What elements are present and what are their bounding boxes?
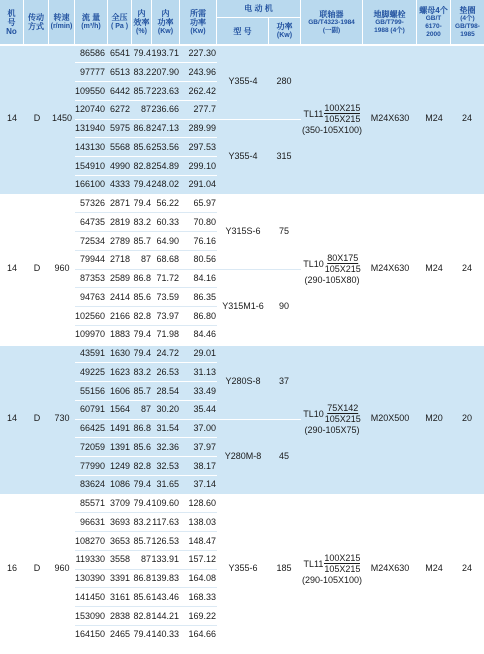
drive-cell: D [33, 413, 41, 423]
required-power-cell: 31.13 [193, 366, 216, 377]
group-divider [0, 494, 484, 496]
coupling-cell [302, 103, 362, 135]
coupling-bore-sizes [325, 403, 361, 424]
internal-power-cell: 109.60 [151, 498, 179, 508]
internal-power-cell: 126.53 [151, 535, 179, 546]
required-power-cell: 157.12 [188, 554, 216, 565]
row-divider [75, 625, 217, 626]
row-divider [75, 231, 217, 232]
pressure-cell: 6272 [109, 104, 130, 115]
internal-power-cell: 56.22 [156, 198, 179, 208]
efficiency-cell: 86.8 [133, 273, 151, 283]
motor-power-cell: 75 [278, 225, 290, 236]
anchor-bolt-cell: M24X630 [370, 113, 410, 123]
group-divider [0, 194, 484, 196]
row-divider [75, 419, 217, 420]
row-divider [75, 531, 217, 532]
coupling-top: 75X142 [327, 403, 359, 413]
pressure-cell: 6513 [109, 66, 130, 77]
required-power-cell: 84.16 [193, 273, 216, 283]
washer-cell: 24 [461, 563, 473, 573]
speed-cell: 960 [54, 263, 70, 273]
model-no-cell: 16 [6, 563, 18, 573]
flow-cell: 86586 [79, 48, 105, 58]
internal-power-cell: 73.97 [156, 310, 179, 321]
coupling-bottom: 105X215 [324, 114, 361, 124]
flow-cell: 83624 [79, 479, 105, 490]
washer-cell: 24 [461, 263, 473, 273]
internal-power-cell: 193.71 [151, 48, 179, 58]
row-divider [75, 119, 217, 120]
required-power-cell: 35.44 [193, 404, 216, 415]
row-divider [75, 156, 217, 157]
efficiency-cell: 85.7 [133, 85, 151, 96]
internal-power-cell: 254.89 [151, 160, 179, 171]
header-model-no: 机 号 No [0, 0, 24, 44]
header-nut: 螺母4个 GB/T 6170- 2000 [417, 0, 451, 44]
internal-power-cell: 60.33 [156, 216, 179, 227]
row-divider [75, 212, 217, 213]
flow-cell: 79944 [79, 254, 105, 265]
flow-cell: 102560 [74, 310, 105, 321]
drive-cell: D [33, 563, 41, 573]
flow-cell: 131940 [74, 123, 105, 133]
efficiency-cell: 83.2 [133, 516, 151, 527]
internal-power-cell: 207.90 [151, 66, 179, 77]
row-divider [75, 62, 217, 63]
efficiency-cell: 85.7 [133, 535, 151, 546]
required-power-cell: 76.16 [193, 235, 216, 246]
drive-cell: D [33, 113, 41, 123]
efficiency-cell: 85.6 [133, 291, 151, 302]
pressure-cell: 1086 [109, 479, 130, 490]
pressure-cell: 3161 [109, 591, 130, 602]
coupling-note: (290-105X100) [301, 575, 363, 585]
coupling-bottom: 105X215 [324, 414, 361, 424]
pressure-cell: 2819 [109, 216, 130, 227]
model-no-cell: 14 [6, 413, 18, 423]
pressure-cell: 1883 [109, 329, 130, 340]
pressure-cell: 1391 [109, 441, 130, 452]
row-divider [75, 287, 217, 288]
pressure-cell: 3558 [109, 554, 130, 565]
anchor-bolt-cell: M20X500 [370, 413, 410, 423]
required-power-cell: 128.60 [188, 498, 216, 508]
pressure-cell: 2414 [109, 291, 130, 302]
efficiency-cell: 85.7 [133, 235, 151, 246]
coupling-model: TL11 [303, 558, 324, 569]
pressure-cell: 5568 [109, 141, 130, 152]
required-power-cell: 289.99 [188, 123, 216, 133]
speed-cell: 730 [54, 413, 70, 423]
internal-power-cell: 32.53 [156, 460, 179, 471]
header-drive: 传动 方式 [24, 0, 49, 44]
internal-power-cell: 236.66 [151, 104, 179, 115]
coupling-model: TL10 [303, 408, 324, 419]
pressure-cell: 5975 [109, 123, 130, 133]
internal-power-cell: 64.90 [156, 235, 179, 246]
efficiency-cell: 79.4 [133, 198, 151, 208]
required-power-cell: 37.14 [193, 479, 216, 490]
flow-cell: 72534 [79, 235, 105, 246]
row-divider [75, 587, 217, 588]
motor-type-cell: Y355-6 [228, 563, 258, 573]
header-anchor-bolt: 地脚螺栓 GB/T799- 1988 (4个) [363, 0, 417, 44]
required-power-cell: 84.46 [193, 329, 216, 340]
internal-power-cell: 31.54 [156, 423, 179, 433]
coupling-top: 100X215 [324, 553, 361, 563]
motor-power-cell: 280 [276, 75, 292, 86]
required-power-cell: 299.10 [188, 160, 216, 171]
coupling-fraction [302, 553, 362, 574]
coupling-cell [303, 253, 361, 285]
motor-type-cell: Y355-4 [228, 150, 258, 161]
pressure-cell: 2166 [109, 310, 130, 321]
internal-power-cell: 144.21 [151, 610, 179, 621]
anchor-bolt-cell: M24X630 [370, 263, 410, 273]
row-divider [75, 175, 217, 176]
required-power-cell: 297.53 [188, 141, 216, 152]
coupling-cell [302, 553, 362, 585]
pressure-cell: 2871 [109, 198, 130, 208]
internal-power-cell: 71.98 [156, 329, 179, 340]
internal-power-cell: 133.91 [151, 554, 179, 565]
group-divider [0, 44, 484, 46]
row-divider [75, 381, 217, 382]
required-power-cell: 80.56 [193, 254, 216, 265]
pressure-cell: 3693 [109, 516, 130, 527]
coupling-bore-sizes [325, 253, 361, 274]
flow-cell: 57326 [79, 198, 105, 208]
header-motor-type: 型 号 [217, 18, 269, 44]
speed-cell: 960 [54, 563, 70, 573]
flow-cell: 72059 [79, 441, 105, 452]
header-coupling: 联轴器 GB/T4323-1984 (一副) [301, 0, 363, 44]
efficiency-cell: 83.2 [133, 66, 151, 77]
efficiency-cell: 79.4 [133, 498, 151, 508]
flow-cell: 87353 [79, 273, 105, 283]
pressure-cell: 1630 [109, 348, 130, 358]
efficiency-cell: 87 [140, 404, 151, 415]
required-power-cell: 65.97 [193, 198, 216, 208]
pressure-cell: 2838 [109, 610, 130, 621]
internal-power-cell: 31.65 [156, 479, 179, 490]
efficiency-cell: 86.8 [133, 123, 151, 133]
required-power-cell: 33.49 [193, 385, 216, 396]
flow-cell: 164150 [74, 629, 105, 640]
motor-divider [217, 419, 301, 420]
required-power-cell: 169.22 [188, 610, 216, 621]
efficiency-cell: 83.2 [133, 366, 151, 377]
motor-type-cell: Y280S-8 [225, 375, 261, 386]
model-no-cell: 14 [6, 263, 18, 273]
internal-power-cell: 223.63 [151, 85, 179, 96]
coupling-note: (350-105X100) [301, 125, 363, 135]
efficiency-cell: 85.6 [133, 591, 151, 602]
coupling-cell [303, 403, 361, 435]
motor-divider [217, 119, 301, 120]
required-power-cell: 38.17 [193, 460, 216, 471]
flow-cell: 119330 [75, 554, 105, 565]
pressure-cell: 2589 [109, 273, 130, 283]
flow-cell: 85571 [79, 498, 105, 508]
row-divider [75, 362, 217, 363]
motor-power-cell: 37 [278, 375, 290, 386]
row-divider [75, 606, 217, 607]
header-efficiency: 内 效率 (%) [132, 0, 152, 44]
pressure-cell: 6541 [109, 48, 130, 58]
flow-cell: 153090 [74, 610, 105, 621]
pressure-cell: 3653 [109, 535, 130, 546]
internal-power-cell: 71.72 [156, 273, 179, 283]
motor-type-cell: Y355-4 [228, 75, 258, 86]
row-divider [75, 550, 217, 551]
row-divider [75, 306, 217, 307]
row-divider [75, 512, 217, 513]
motor-type-cell: Y280M-8 [224, 450, 262, 461]
flow-cell: 120740 [74, 104, 105, 115]
flow-cell: 49225 [79, 366, 105, 377]
motor-power-cell: 185 [276, 563, 292, 573]
efficiency-cell: 85.7 [133, 385, 151, 396]
coupling-fraction [303, 253, 361, 274]
flow-cell: 77990 [79, 460, 105, 471]
required-power-cell: 37.00 [193, 423, 216, 433]
flow-cell: 97777 [79, 66, 105, 77]
flow-cell: 43591 [79, 348, 105, 358]
required-power-cell: 138.03 [188, 516, 216, 527]
internal-power-cell: 247.13 [151, 123, 179, 133]
flow-cell: 60791 [79, 404, 105, 415]
coupling-model: TL11 [303, 108, 324, 119]
flow-cell: 55156 [79, 385, 105, 396]
header-speed: 转速 (r/min) [49, 0, 75, 44]
efficiency-cell: 79.4 [133, 179, 151, 190]
flow-cell: 64735 [79, 216, 105, 227]
nut-cell: M24 [425, 263, 443, 273]
internal-power-cell: 30.20 [156, 404, 179, 415]
pressure-cell: 1249 [109, 460, 130, 471]
coupling-bore-sizes [324, 553, 360, 574]
efficiency-cell: 85.6 [133, 441, 151, 452]
nut-cell: M24 [425, 563, 443, 573]
required-power-cell: 243.96 [188, 66, 216, 77]
internal-power-cell: 253.56 [151, 141, 179, 152]
required-power-cell: 148.47 [188, 535, 216, 546]
nut-cell: M24 [425, 113, 443, 123]
flow-cell: 108270 [74, 535, 105, 546]
motor-power-cell: 315 [276, 150, 292, 161]
internal-power-cell: 26.53 [156, 366, 179, 377]
coupling-top: 100X215 [324, 103, 361, 113]
flow-cell: 143130 [74, 141, 105, 152]
required-power-cell: 227.30 [188, 48, 216, 58]
efficiency-cell: 82.8 [133, 160, 151, 171]
header-pressure: 全压 ( Pa ) [108, 0, 132, 44]
row-divider [75, 437, 217, 438]
motor-type-cell: Y315S-6 [225, 225, 261, 236]
required-power-cell: 70.80 [193, 216, 216, 227]
required-power-cell: 86.80 [193, 310, 216, 321]
coupling-note: (290-105X75) [304, 425, 360, 435]
required-power-cell: 29.01 [193, 348, 216, 358]
required-power-cell: 164.66 [188, 629, 216, 640]
coupling-note: (290-105X80) [304, 275, 360, 285]
washer-cell: 20 [461, 413, 473, 423]
required-power-cell: 291.04 [188, 179, 216, 190]
row-divider [75, 137, 217, 138]
efficiency-cell: 79.4 [133, 48, 151, 58]
row-divider [75, 569, 217, 570]
efficiency-cell: 79.4 [133, 629, 151, 640]
pressure-cell: 6442 [109, 85, 130, 96]
row-divider [75, 250, 217, 251]
internal-power-cell: 117.63 [152, 516, 179, 527]
coupling-bottom: 105X215 [324, 264, 361, 274]
efficiency-cell: 86.8 [133, 573, 151, 583]
row-divider [75, 269, 217, 270]
pressure-cell: 3391 [109, 573, 130, 583]
efficiency-cell: 79.4 [133, 348, 151, 358]
internal-power-cell: 24.72 [156, 348, 179, 358]
row-divider [75, 475, 217, 476]
header-motor: 电 动 机 [217, 0, 301, 18]
header-washer: 垫圈 (4个) GB/T98- 1985 [451, 0, 484, 44]
model-no-cell: 14 [6, 113, 18, 123]
flow-cell: 166100 [74, 179, 105, 190]
internal-power-cell: 139.83 [151, 573, 179, 583]
anchor-bolt-cell: M24X630 [370, 563, 410, 573]
header-flow: 流 量 (m³/h) [75, 0, 108, 44]
washer-cell: 24 [461, 113, 473, 123]
efficiency-cell: 86.8 [133, 423, 151, 433]
pressure-cell: 2789 [109, 235, 130, 246]
flow-cell: 109970 [74, 329, 105, 340]
coupling-fraction [302, 103, 362, 124]
coupling-bottom: 105X215 [324, 564, 361, 574]
required-power-cell: 164.08 [188, 573, 216, 583]
row-divider [75, 456, 217, 457]
speed-cell: 1450 [51, 113, 73, 123]
pressure-cell: 2465 [109, 629, 130, 640]
efficiency-cell: 82.8 [133, 460, 151, 471]
required-power-cell: 86.35 [193, 291, 216, 302]
efficiency-cell: 87 [140, 554, 151, 565]
required-power-cell: 168.33 [188, 591, 216, 602]
efficiency-cell: 79.4 [133, 479, 151, 490]
header-motor-power: 功率 (Kw) [269, 18, 301, 44]
motor-power-cell: 90 [278, 300, 290, 311]
efficiency-cell: 87 [140, 254, 151, 265]
required-power-cell: 37.97 [193, 441, 216, 452]
pressure-cell: 1623 [109, 366, 130, 377]
pressure-cell: 4990 [109, 160, 130, 171]
internal-power-cell: 28.54 [156, 385, 179, 396]
pressure-cell: 2718 [109, 254, 130, 265]
header-required-power: 所需 功率 (Kw) [180, 0, 217, 44]
flow-cell: 141450 [74, 591, 105, 602]
flow-cell: 66425 [79, 423, 105, 433]
efficiency-cell: 82.8 [133, 310, 151, 321]
internal-power-cell: 68.68 [156, 254, 179, 265]
coupling-bore-sizes [324, 103, 360, 124]
flow-cell: 94763 [79, 291, 105, 302]
efficiency-cell: 79.4 [133, 329, 151, 340]
required-power-cell: 262.42 [188, 85, 216, 96]
motor-divider [217, 269, 301, 270]
pressure-cell: 4333 [109, 179, 130, 190]
drive-cell: D [33, 263, 41, 273]
internal-power-cell: 143.46 [151, 591, 179, 602]
coupling-top: 80X175 [327, 253, 359, 263]
flow-cell: 109550 [74, 85, 105, 96]
coupling-fraction [303, 403, 361, 424]
efficiency-cell: 83.2 [133, 216, 151, 227]
row-divider [75, 81, 217, 82]
efficiency-cell: 85.6 [133, 141, 151, 152]
pressure-cell: 1491 [109, 423, 130, 433]
coupling-model: TL10 [303, 258, 324, 269]
pressure-cell: 1606 [109, 385, 130, 396]
motor-type-cell: Y315M1-6 [222, 300, 264, 311]
pressure-cell: 1564 [109, 404, 130, 415]
row-divider [75, 325, 217, 326]
row-divider [75, 400, 217, 401]
efficiency-cell: 87 [140, 104, 151, 115]
flow-cell: 96631 [79, 516, 105, 527]
required-power-cell: 277.7 [193, 104, 216, 115]
motor-power-cell: 45 [278, 450, 290, 461]
internal-power-cell: 140.33 [151, 629, 179, 640]
nut-cell: M20 [425, 413, 443, 423]
flow-cell: 154910 [74, 160, 105, 171]
pressure-cell: 3709 [109, 498, 130, 508]
efficiency-cell: 82.8 [133, 610, 151, 621]
header-internal-power: 内 功率 (Kw) [152, 0, 180, 44]
internal-power-cell: 248.02 [151, 179, 179, 190]
flow-cell: 130390 [74, 573, 105, 583]
internal-power-cell: 73.59 [156, 291, 179, 302]
row-divider [75, 100, 217, 101]
internal-power-cell: 32.36 [156, 441, 179, 452]
group-divider [0, 344, 484, 346]
